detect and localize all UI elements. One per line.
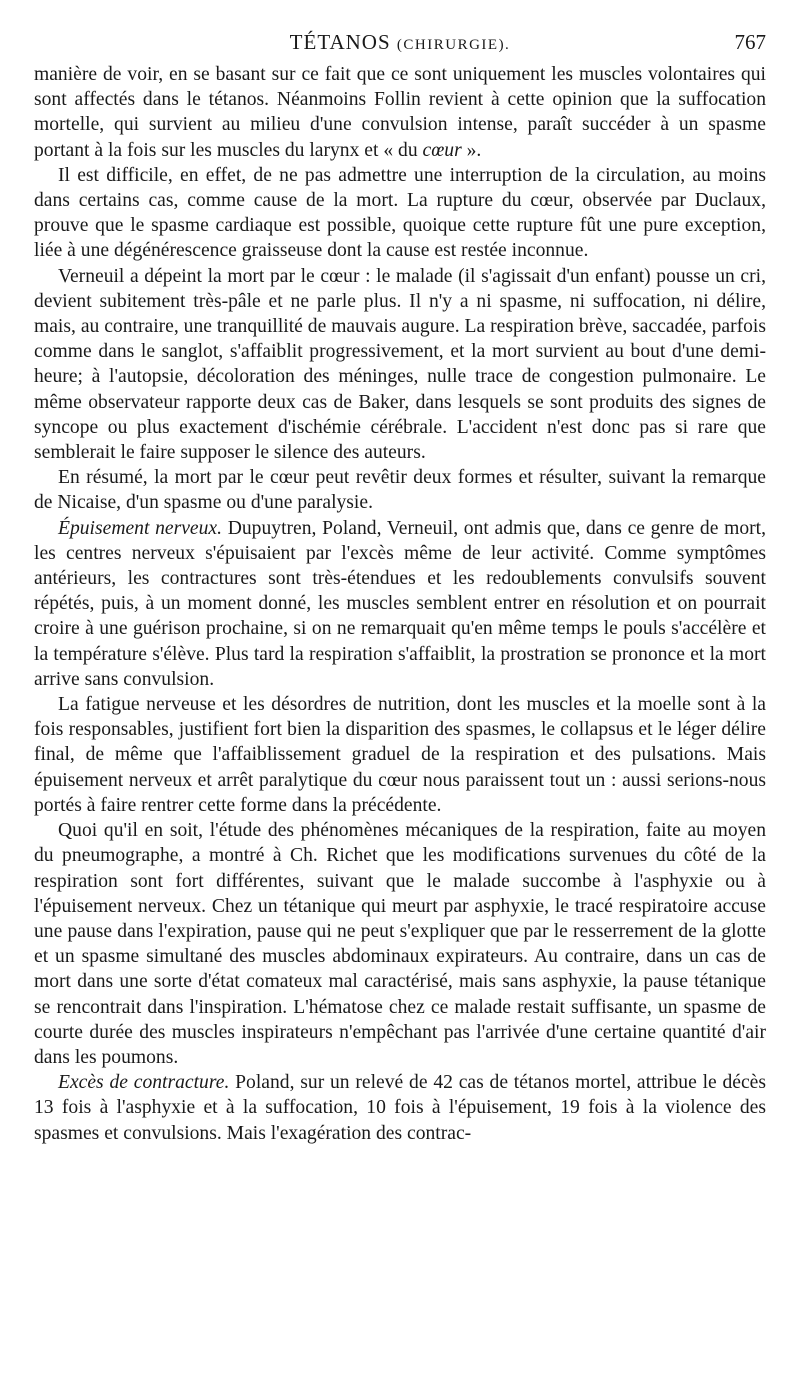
paragraph-1 [34,62,766,163]
paragraph-text: Poland, sur un relevé de 42 cas de tétanos mortel, attribue le décès 13 fois à l'asphyxie et à la suffocation, 10 fois à l'épuisement, 19 fois à la violence des spasmes et convulsions. Mais l'exagération des contrac- [34,1072,767,1144]
page-number: 767 [734,30,766,54]
running-title-subtitle: (CHIRURGIE). [396,37,511,53]
running-head [34,0,766,62]
paragraph-text: Il est difficile, en effet, de ne pas admettre une interruption de la circulation, au moins dans certains cas, comme cause de la mort. La rupture du cœur, observée par Duclaux, prouve que le spasme cardiaque est possible, quoique cette rupture fût une pure exception, liée à une dégénérescence graisseuse dont la cause est restée inconnue. [34,164,766,262]
running-title-main: TÉTANOS [289,30,391,54]
paragraph-text: Quoi qu'il en soit, l'étude des phénomènes mécaniques de la respiration, faite au moyen du pneumographe, a montré à Ch. Richet que les modifications survenues du côté de la respiration sont fort différentes, suivant que le malade succombe à l'asphyxie ou à l'épuisement nerveux. Chez un tétanique qui meurt par asphyxie, le tracé respiratoire accuse une pause dans l'expiration, pause qui ne peut s'expliquer que par le resserrement de la glotte et un spasme simultané des muscles abdominaux expirateurs. Au contraire, dans un cas de mort dans une sorte d'état comateux mal caractérisé, mais sans asphyxie, la pause tétanique se rencontrait dans l'inspiration. L'hématose chez ce malade restait suffisante, un spasme de courte durée des muscles inspirateurs n'empêchant pas l'arrivée d'une certaine quantité d'air dans les poumons. [34,820,766,1068]
paragraph-text: En résumé, la mort par le cœur peut revêtir deux formes et résulter, suivant la remarque de Nicaise, d'un spasme ou d'une paralysie. [34,467,766,514]
paragraph-4 [34,465,766,515]
paragraph-8 [34,1070,766,1146]
section-lead-epuisement: Épuisement nerveux. [58,517,223,539]
italic-word: cœur [422,139,462,161]
body-text [34,62,766,1146]
section-lead-exces: Excès de contracture. [58,1072,230,1094]
paragraph-text: La fatigue nerveuse et les désordres de nutrition, dont les muscles et la moelle sont à la fois responsables, justifient fort bien la disparition des spasmes, le collapsus et le léger délire final, de même que l'affaiblissement graduel de la respiration et des pulsations. Mais épuisement nerveux et arrêt paralytique du cœur nous paraissent tout un : aussi serions-nous portés à faire rentrer cette forme dans la précédente. [34,694,766,816]
paragraph-text: Verneuil a dépeint la mort par le cœur : le malade (il s'agissait d'un enfant) pousse un cri, devient subitement très-pâle et ne parle plus. Il n'y a ni spasme, ni suffocation, ni délire, mais, au contraire, une tranquillité de mauvais augure. La respiration brève, saccadée, parfois comme dans le sanglot, s'affaiblit progressivement, et la mort survient au bout d'une demi-heure; à l'autopsie, décoloration des méninges, nulle trace de congestion pulmonaire. Le même observateur rapporte deux cas de Baker, dans lesquels se sont produits des signes de syncope ou plus exactement d'ischémie cérébrale. L'accident n'est donc pas si rare que semblerait le faire supposer le silence des auteurs. [34,265,766,464]
book-page [34,0,766,1398]
paragraph-tail: ». [461,139,482,161]
paragraph-text: Dupuytren, Poland, Verneuil, ont admis que, dans ce genre de mort, les centres nerveux s'épuisaient par l'excès même de leur activité. Comme symptômes antérieurs, les contractures sont très-étendues et les redoublements convulsifs souvent répétés, puis, à un moment donné, les muscles semblent entrer en résolution et on pourrait croire à une guérison prochaine, si on ne remarquait qu'en même temps le pouls s'accélère et la température s'élève. Plus tard la respiration s'affaiblit, la prostration se prononce et la mort arrive sans convulsion. [34,517,767,690]
paragraph-text: manière de voir, en se basant sur ce fait que ce sont uniquement les muscles volontaires qui sont affectés dans le tétanos. Néanmoins Follin revient à cette opinion que la suffocation mortelle, qui survient au milieu d'une convulsion intense, paraît succéder à un spasme portant à la fois sur les muscles du larynx et « du [34,64,766,161]
paragraph-2 [34,163,766,264]
paragraph-5 [34,516,766,692]
running-title [34,30,766,55]
paragraph-3 [34,264,766,466]
paragraph-7 [34,818,766,1070]
paragraph-6 [34,692,766,818]
